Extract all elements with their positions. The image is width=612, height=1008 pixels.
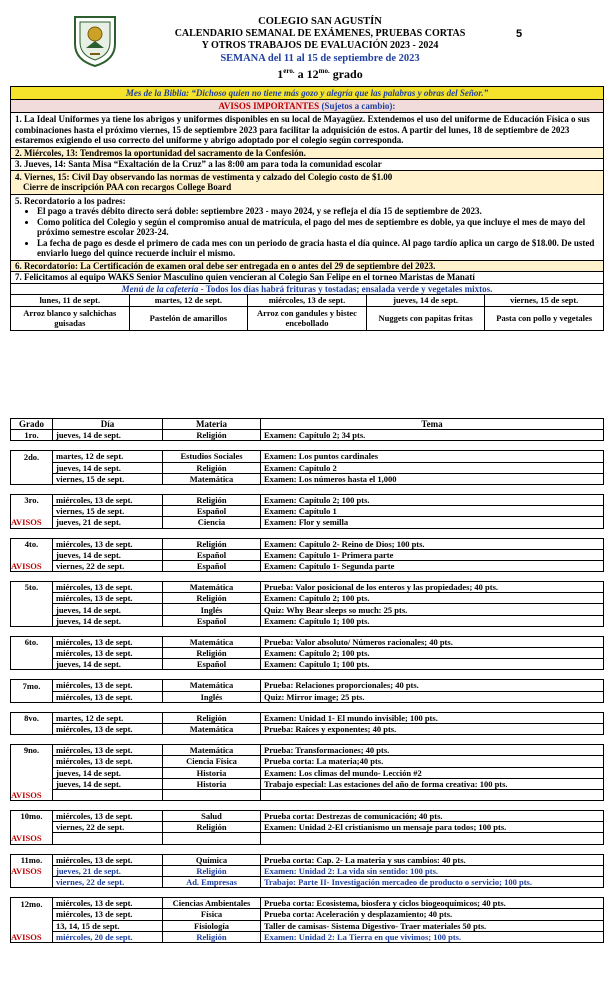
table-row <box>11 659 604 670</box>
table-row <box>11 430 604 441</box>
materia-cell: Español <box>163 615 261 626</box>
spacer-cell <box>163 572 261 582</box>
spacer-cell <box>53 702 163 712</box>
table-row <box>11 854 604 865</box>
exam-schedule-table <box>10 418 604 943</box>
dia-cell: miércoles, 20 de sept. <box>53 931 163 942</box>
menu-day: lunes, 11 de sept. <box>11 295 130 307</box>
dia-cell: miércoles, 13 de sept. <box>53 756 163 767</box>
dia-cell: miércoles, 13 de sept. <box>53 745 163 756</box>
table-row <box>11 778 604 789</box>
materia-cell: Física <box>163 909 261 920</box>
materia-cell: Fisiología <box>163 920 261 931</box>
dia-cell: miércoles, 13 de sept. <box>53 648 163 659</box>
aviso-item-5: 5. Recordatorio a los padres: • El pago a través débito directo será doble: septiembre 2023 - mayo 2024, y se refleja el día 15 de septiembre de 2023. • Como política del Colegio y según el compromiso anual de matrícula, el pago del mes de septiembre es doble, ya que incluye el mes de mayo del próximo semestre escolar 2023-24. • La fecha de pago es desde el primero de cada mes con un periodo de gracia hasta el día quince. Al pago tardío aplica un cargo de $18.00. De usted enviarlo luego del quince recuerde incluir el mismo. <box>11 194 604 260</box>
materia-cell: Religión <box>163 538 261 549</box>
group-spacer <box>11 441 604 451</box>
grade-cell-empty <box>11 691 53 702</box>
spacer-cell <box>11 801 53 811</box>
grade-cell-empty <box>11 593 53 604</box>
table-row <box>11 833 604 844</box>
aviso-item-1: 1. La Ideal Uniformes ya tiene los abrigos y uniformes disponibles en su local de Mayagüez. Extendemos el uso del uniforme de Educación Física o sus combinaciones hasta el próximo viernes, 15 de septiembre 2023 para facilitar la adquisición de estos. A partir del lunes, 18 de septiembre de 2023 estaremos exigiendo el uso correcto del uniforme y abrigo adoptado por el colegio según corresponda. <box>11 113 604 148</box>
dia-cell: viernes, 15 de sept. <box>53 473 163 484</box>
materia-cell: Historia <box>163 767 261 778</box>
group-spacer <box>11 888 604 898</box>
spacer-cell <box>11 484 53 494</box>
spacer-cell <box>163 735 261 745</box>
spacer-cell <box>11 670 53 680</box>
dia-cell: jueves, 21 de sept. <box>53 865 163 876</box>
grade-cell-empty <box>11 659 53 670</box>
avisos-marker: AVISOS <box>11 931 53 942</box>
table-row <box>11 615 604 626</box>
tema-cell: Examen: Capítulo 2; 100 pts. <box>261 648 604 659</box>
tema-cell: Examen: Capítulo 1; 100 pts. <box>261 659 604 670</box>
grade-cell-empty <box>11 549 53 560</box>
dia-cell: miércoles, 13 de sept. <box>53 636 163 647</box>
tema-cell: Prueba: Relaciones proporcionales; 40 pts. <box>261 680 604 691</box>
spacer-cell <box>163 888 261 898</box>
materia-cell: Historia <box>163 778 261 789</box>
spacer-cell <box>261 702 604 712</box>
materia-cell: Religión <box>163 822 261 833</box>
tema-cell: Examen: Los puntos cardinales <box>261 451 604 462</box>
materia-cell: Religión <box>163 648 261 659</box>
table-row <box>11 811 604 822</box>
materia-cell: Matemática <box>163 582 261 593</box>
dia-cell: viernes, 15 de sept. <box>53 506 163 517</box>
menu-day: jueves, 14 de sept. <box>366 295 485 307</box>
spacer-cell <box>11 528 53 538</box>
group-spacer <box>11 670 604 680</box>
tema-cell: Examen: Flor y semilla <box>261 517 604 528</box>
bullet-item: • La fecha de pago es desde el primero de cada mes con un periodo de gracia hasta el día quince. Al pago tardío aplica un cargo de $18.00. De usted enviarlo luego del quince recuerde incluir el mismo. <box>37 238 599 259</box>
aviso-item-6: 6. Recordatorio: La Certificación de examen oral debe ser entregada en o antes del 29 de septiembre del 2023. <box>11 260 604 272</box>
spacer-cell <box>163 528 261 538</box>
grade-cell-empty <box>11 506 53 517</box>
grade-cell: 8vo. <box>11 712 53 723</box>
table-row <box>11 920 604 931</box>
materia-cell: Matemática <box>163 680 261 691</box>
materia-cell: Español <box>163 506 261 517</box>
dia-cell: miércoles, 13 de sept. <box>53 811 163 822</box>
table-row <box>11 462 604 473</box>
grade-cell: 1ro. <box>11 430 53 441</box>
grade-cell-empty <box>11 462 53 473</box>
document-header <box>0 0 612 86</box>
tema-cell <box>261 833 604 844</box>
grade-cell: 2do. <box>11 451 53 462</box>
grade-cell-empty <box>11 604 53 615</box>
table-row <box>11 931 604 942</box>
dia-cell: martes, 12 de sept. <box>53 451 163 462</box>
materia-cell: Religión <box>163 462 261 473</box>
table-row <box>11 517 604 528</box>
aviso-item-2: 2. Miércoles, 13: Tendremos la oportunidad del sacramento de la Confesión. <box>11 147 604 159</box>
materia-cell: Química <box>163 854 261 865</box>
calendar-title: CALENDARIO SEMANAL DE EXÁMENES, PRUEBAS CORTAS <box>174 28 466 39</box>
table-row <box>11 745 604 756</box>
tema-cell: Prueba: Valor posicional de los enteros y las propiedades; 40 pts. <box>261 582 604 593</box>
avisos-marker: AVISOS <box>11 833 53 844</box>
table-row <box>11 865 604 876</box>
table-row <box>11 451 604 462</box>
page-number: 5 <box>516 28 523 40</box>
grade-cell: 9no. <box>11 745 53 756</box>
materia-cell: Salud <box>163 811 261 822</box>
grade-cell: 10mo. <box>11 811 53 822</box>
materia-cell: Religión <box>163 494 261 505</box>
spacer-cell <box>11 626 53 636</box>
schedule-header-row <box>11 419 604 430</box>
dia-cell: miércoles, 13 de sept. <box>53 854 163 865</box>
dia-cell: jueves, 14 de sept. <box>53 604 163 615</box>
materia-cell: Ad. Empresas <box>163 877 261 888</box>
tema-cell: Prueba: Raíces y exponentes; 40 pts. <box>261 723 604 734</box>
spacer-cell <box>261 670 604 680</box>
grade-cell-empty <box>11 822 53 833</box>
tema-cell: Trabajo: Parte II- Investigación mercadeo de producto o servicio; 100 pts. <box>261 877 604 888</box>
materia-cell: Ciencia <box>163 517 261 528</box>
materia-cell: Estudios Sociales <box>163 451 261 462</box>
group-spacer <box>11 484 604 494</box>
materia-cell: Español <box>163 659 261 670</box>
tema-cell: Examen: Capítulo 1- Segunda parte <box>261 560 604 571</box>
tema-cell: Prueba corta: Destrezas de comunicación; 40 pts. <box>261 811 604 822</box>
table-row <box>11 691 604 702</box>
materia-cell: Inglés <box>163 691 261 702</box>
avisos-marker: AVISOS <box>11 560 53 571</box>
grade-cell-empty <box>11 877 53 888</box>
grade-cell: 4to. <box>11 538 53 549</box>
bullet-item: • El pago a través débito directo será doble: septiembre 2023 - mayo 2024, y se refleja el día 15 de septiembre de 2023. <box>37 206 599 217</box>
dia-cell: miércoles, 13 de sept. <box>53 538 163 549</box>
grade-cell-empty <box>11 767 53 778</box>
group-spacer <box>11 702 604 712</box>
materia-cell: Religión <box>163 712 261 723</box>
spacer-cell <box>163 670 261 680</box>
materia-cell: Ciencia Física <box>163 756 261 767</box>
dia-cell: miércoles, 13 de sept. <box>53 909 163 920</box>
avisos-marker: AVISOS <box>11 517 53 528</box>
tema-cell: Taller de camisas- Sistema Digestivo- Traer materiales 50 pts. <box>261 920 604 931</box>
group-spacer <box>11 626 604 636</box>
materia-cell: Religión <box>163 430 261 441</box>
spacer-cell <box>261 735 604 745</box>
table-row <box>11 723 604 734</box>
col-header-materia: Materia <box>163 419 261 430</box>
bible-verse: Mes de la Biblia: “Dichoso quien no tiene más gozo y alegría que las palabras y obras del Señor.” <box>11 87 604 100</box>
materia-cell: Ciencias Ambientales <box>163 898 261 909</box>
tema-cell: Quiz: Why Bear sleeps so much: 25 pts. <box>261 604 604 615</box>
table-row <box>11 712 604 723</box>
dia-cell: jueves, 14 de sept. <box>53 615 163 626</box>
dia-cell: viernes, 22 de sept. <box>53 877 163 888</box>
spacer-cell <box>53 528 163 538</box>
school-name: COLEGIO SAN AGUSTÍN <box>258 16 382 27</box>
dia-cell: miércoles, 13 de sept. <box>53 582 163 593</box>
menu-food-row <box>11 306 604 330</box>
tema-cell: Examen: Unidad 2: La vida sin sentido: 100 pts. <box>261 865 604 876</box>
tema-cell: Quiz: Mirror image; 25 pts. <box>261 691 604 702</box>
aviso-item-3: 3. Jueves, 14: Santa Misa “Exaltación de la Cruz” a las 8:00 am para toda la comunidad escolar <box>11 159 604 171</box>
calendar-subtitle: Y OTROS TRABAJOS DE EVALUACIÓN 2023 - 2024 <box>201 40 439 51</box>
table-row <box>11 538 604 549</box>
menu-food: Nuggets con papitas fritas <box>366 306 485 330</box>
spacer-cell <box>163 441 261 451</box>
dia-cell <box>53 789 163 800</box>
table-row <box>11 898 604 909</box>
menu-food: Pastelón de amarillos <box>129 306 248 330</box>
tema-cell: Prueba: Valor absoluto/ Números racionales; 40 pts. <box>261 636 604 647</box>
spacer-cell <box>261 572 604 582</box>
tema-cell: Examen: Los climas del mundo- Lección #2 <box>261 767 604 778</box>
menu-day: viernes, 15 de sept. <box>485 295 604 307</box>
table-row <box>11 877 604 888</box>
dia-cell: jueves, 14 de sept. <box>53 430 163 441</box>
menu-food: Pasta con pollo y vegetales <box>485 306 604 330</box>
spacer-cell <box>11 702 53 712</box>
table-row <box>11 648 604 659</box>
tema-cell: Examen: Capítulo 2; 100 pts. <box>261 593 604 604</box>
spacer-cell <box>261 528 604 538</box>
dia-cell: jueves, 21 de sept. <box>53 517 163 528</box>
dia-cell: viernes, 22 de sept. <box>53 560 163 571</box>
dia-cell: jueves, 14 de sept. <box>53 659 163 670</box>
spacer-cell <box>11 735 53 745</box>
tema-cell: Examen: Capítulo 1- Primera parte <box>261 549 604 560</box>
materia-cell <box>163 833 261 844</box>
spacer-cell <box>53 670 163 680</box>
dia-cell: jueves, 14 de sept. <box>53 549 163 560</box>
table-row <box>11 756 604 767</box>
grade-range: $1^{ero.}$ a $12^{mo.}$ grado <box>277 67 363 81</box>
grade-cell-empty <box>11 615 53 626</box>
spacer-cell <box>163 484 261 494</box>
materia-cell: Inglés <box>163 604 261 615</box>
dia-cell: jueves, 14 de sept. <box>53 767 163 778</box>
table-row <box>11 636 604 647</box>
avisos-header: AVISOS IMPORTANTES (Sujetos a cambio): <box>11 100 604 113</box>
avisos-marker: AVISOS <box>11 865 53 876</box>
tema-cell: Examen: Capítulo 1 <box>261 506 604 517</box>
dia-cell: miércoles, 13 de sept. <box>53 898 163 909</box>
spacer-cell <box>53 626 163 636</box>
materia-cell: Español <box>163 560 261 571</box>
materia-cell: Matemática <box>163 473 261 484</box>
spacer-cell <box>261 844 604 854</box>
spacer-cell <box>11 888 53 898</box>
materia-cell: Matemática <box>163 745 261 756</box>
table-row <box>11 473 604 484</box>
table-row <box>11 789 604 800</box>
tema-cell: Examen: Capítulo 2 <box>261 462 604 473</box>
school-crest-icon <box>72 14 118 68</box>
dia-cell: jueves, 14 de sept. <box>53 462 163 473</box>
grade-cell-empty <box>11 723 53 734</box>
col-header-tema: Tema <box>261 419 604 430</box>
group-spacer <box>11 528 604 538</box>
table-row <box>11 909 604 920</box>
table-row <box>11 680 604 691</box>
grade-cell-empty <box>11 648 53 659</box>
table-row <box>11 604 604 615</box>
tema-cell: Examen: Capítulo 2- Reino de Dios; 100 pts. <box>261 538 604 549</box>
week-range: SEMANA del 11 al 15 de septiembre de 2023 <box>220 53 420 64</box>
table-row <box>11 822 604 833</box>
menu-header: Menú de la cafetería - Todos los días habrá frituras y tostadas; ensalada verde y vegetales mixtos. <box>11 283 604 295</box>
tema-cell: Examen: Capítulo 1; 100 pts. <box>261 615 604 626</box>
materia-cell <box>163 789 261 800</box>
dia-cell: miércoles, 13 de sept. <box>53 723 163 734</box>
group-spacer <box>11 572 604 582</box>
materia-cell: Matemática <box>163 636 261 647</box>
spacer-cell <box>261 484 604 494</box>
dia-cell: jueves, 14 de sept. <box>53 778 163 789</box>
tema-cell: Prueba corta: Cap. 2- La materia y sus cambios: 40 pts. <box>261 854 604 865</box>
menu-day: martes, 12 de sept. <box>129 295 248 307</box>
spacer-cell <box>163 626 261 636</box>
table-row <box>11 506 604 517</box>
tema-cell <box>261 789 604 800</box>
spacer-cell <box>261 441 604 451</box>
tema-cell: Prueba corta: Ecosistema, biosfera y ciclos biogeoquímicos; 40 pts. <box>261 898 604 909</box>
spacer-cell <box>163 702 261 712</box>
materia-cell: Español <box>163 549 261 560</box>
col-header-grado: Grado <box>11 419 53 430</box>
dia-cell: miércoles, 13 de sept. <box>53 593 163 604</box>
menu-food: Arroz con gandules y bistec encebollado <box>248 306 367 330</box>
grade-cell-empty <box>11 756 53 767</box>
tema-cell: Examen: Capítulo 2; 100 pts. <box>261 494 604 505</box>
dia-cell: viernes, 22 de sept. <box>53 822 163 833</box>
spacer-cell <box>261 888 604 898</box>
notices-table <box>10 86 604 331</box>
tema-cell: Prueba corta: La materia;40 pts. <box>261 756 604 767</box>
dia-cell: miércoles, 13 de sept. <box>53 680 163 691</box>
grade-cell: 11mo. <box>11 854 53 865</box>
group-spacer <box>11 735 604 745</box>
table-row <box>11 582 604 593</box>
table-row <box>11 560 604 571</box>
grade-cell: 6to. <box>11 636 53 647</box>
table-row <box>11 494 604 505</box>
spacer-cell <box>11 441 53 451</box>
grade-cell: 7mo. <box>11 680 53 691</box>
grade-cell-empty <box>11 920 53 931</box>
dia-cell: 13, 14, 15 de sept. <box>53 920 163 931</box>
tema-cell: Prueba corta: Aceleración y desplazamiento; 40 pts. <box>261 909 604 920</box>
spacer-cell <box>163 844 261 854</box>
spacer-cell <box>53 844 163 854</box>
tema-cell: Examen: Unidad 2: La Tierra en que vivimos; 100 pts. <box>261 931 604 942</box>
tema-cell: Examen: Unidad 2-El cristianismo un mensaje para todos; 100 pts. <box>261 822 604 833</box>
spacer-cell <box>53 484 163 494</box>
tema-cell: Examen: Unidad 1- El mundo invisible; 100 pts. <box>261 712 604 723</box>
grade-cell: 12mo. <box>11 898 53 909</box>
dia-cell <box>53 833 163 844</box>
bullet-item: • Como política del Colegio y según el compromiso anual de matrícula, el pago del mes de septiembre es doble, ya que incluye el mes de mayo del próximo semestre escolar 2023-24. <box>37 217 599 238</box>
dia-cell: miércoles, 13 de sept. <box>53 691 163 702</box>
materia-cell: Religión <box>163 931 261 942</box>
spacer-cell <box>53 888 163 898</box>
spacer-cell <box>53 441 163 451</box>
tema-cell: Trabajo especial: Las estaciones del año de forma creativa: 100 pts. <box>261 778 604 789</box>
group-spacer <box>11 801 604 811</box>
aviso-item-4: 4. Viernes, 15: Civil Day observando las normas de vestimenta y calzado del Colegio costo de $1.00 Cierre de inscripción PAA con recargos College Board <box>11 170 604 194</box>
grade-cell: 3ro. <box>11 494 53 505</box>
group-spacer <box>11 844 604 854</box>
grade-cell-empty <box>11 909 53 920</box>
tema-cell: Prueba: Transformaciones; 40 pts. <box>261 745 604 756</box>
spacer-cell <box>53 801 163 811</box>
spacer-cell <box>53 735 163 745</box>
spacer-cell <box>261 801 604 811</box>
table-row <box>11 593 604 604</box>
table-row <box>11 767 604 778</box>
table-row <box>11 549 604 560</box>
dia-cell: martes, 12 de sept. <box>53 712 163 723</box>
spacer-cell <box>53 572 163 582</box>
spacer-cell <box>11 572 53 582</box>
grade-cell: 5to. <box>11 582 53 593</box>
dia-cell: miércoles, 13 de sept. <box>53 494 163 505</box>
materia-cell: Matemática <box>163 723 261 734</box>
aviso-item-7: 7. Felicitamos al equipo WAKS Senior Masculino quien vencieran al Colegio San Felipe en el torneo Maristas de Manatí <box>11 272 604 284</box>
spacer-cell <box>11 844 53 854</box>
grade-cell-empty <box>11 778 53 789</box>
avisos-marker: AVISOS <box>11 789 53 800</box>
menu-food: Arroz blanco y salchichas guisadas <box>11 306 130 330</box>
spacer-cell <box>261 626 604 636</box>
spacer-cell <box>163 801 261 811</box>
materia-cell: Religión <box>163 865 261 876</box>
tema-cell: Examen: Los números hasta el 1,000 <box>261 473 604 484</box>
grade-cell-empty <box>11 473 53 484</box>
materia-cell: Religión <box>163 593 261 604</box>
tema-cell: Examen: Capítulo 2; 34 pts. <box>261 430 604 441</box>
col-header-dia: Día <box>53 419 163 430</box>
menu-day: miércoles, 13 de sept. <box>248 295 367 307</box>
menu-days-row <box>11 295 604 307</box>
